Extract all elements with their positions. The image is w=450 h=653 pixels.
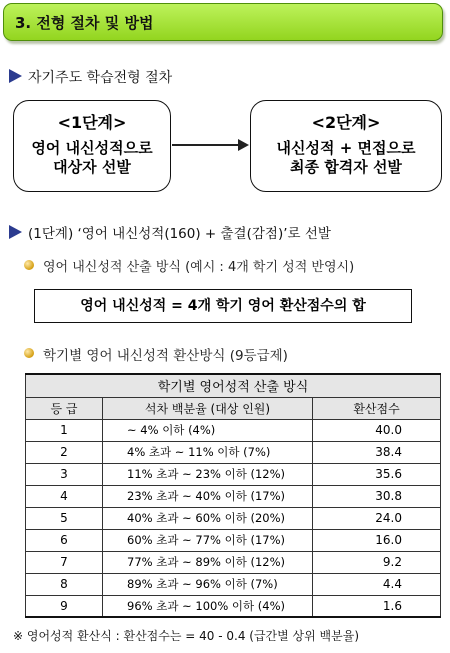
step1-line-2: 대상자 선발 (53, 158, 131, 176)
range-cell: ~ 4% 이하 (4%) (103, 419, 313, 441)
table-row (26, 507, 441, 529)
score-cell: 40.0 (313, 419, 441, 441)
step1-line-1: 영어 내신성적으로 (31, 139, 153, 157)
score-cell: 9.2 (313, 551, 441, 573)
col-header-score: 환산점수 (313, 397, 441, 419)
formula-text: 영어 내신성적 = 4개 학기 영어 환산점수의 합 (80, 298, 366, 314)
table-row (26, 551, 441, 573)
conversion-heading: 학기별 영어 내신성적 환산방식 (9등급제) (43, 348, 288, 364)
footnote: ※ 영어성적 환산식 : 환산점수는 = 40 - 0.4 (급간별 상위 백분율) (13, 629, 359, 643)
formula-box (34, 289, 412, 323)
range-cell: 60% 초과 ~ 77% 이하 (17%) (103, 529, 313, 551)
table-row (26, 595, 441, 617)
table-row (26, 441, 441, 463)
score-cell: 1.6 (313, 595, 441, 617)
col-header-grade: 등 급 (26, 397, 103, 419)
conversion-table (25, 373, 441, 618)
grade-cell: 1 (26, 419, 103, 441)
range-cell: 23% 초과 ~ 40% 이하 (17%) (103, 485, 313, 507)
triangle-bullet-icon (9, 69, 22, 83)
step2-line-2: 최종 합격자 선발 (290, 158, 402, 176)
score-cell: 24.0 (313, 507, 441, 529)
range-cell: 77% 초과 ~ 89% 이하 (12%) (103, 551, 313, 573)
triangle-bullet-icon (9, 225, 22, 239)
section-title-bar (3, 3, 443, 41)
grade-cell: 2 (26, 441, 103, 463)
range-cell: 11% 초과 ~ 23% 이하 (12%) (103, 463, 313, 485)
flow-arrow-line (172, 144, 240, 146)
flow-step-1 (13, 100, 171, 192)
col-header-range: 석차 백분율 (대상 인원) (103, 397, 313, 419)
grade-cell: 6 (26, 529, 103, 551)
score-cell: 4.4 (313, 573, 441, 595)
step2-label: <2단계> (311, 113, 381, 132)
table-row (26, 529, 441, 551)
section-title: 3. 전형 절차 및 방법 (15, 14, 154, 32)
table-row (26, 463, 441, 485)
range-cell: 89% 초과 ~ 96% 이하 (7%) (103, 573, 313, 595)
score-cell: 16.0 (313, 529, 441, 551)
grade-cell: 9 (26, 595, 103, 617)
step2-line-1: 내신성적 + 면접으로 (276, 139, 416, 157)
range-cell: 96% 초과 ~ 100% 이하 (4%) (103, 595, 313, 617)
self-directed-heading: 자기주도 학습전형 절차 (28, 70, 173, 86)
grade-cell: 5 (26, 507, 103, 529)
grade-cell: 3 (26, 463, 103, 485)
grade-cell: 7 (26, 551, 103, 573)
table-row (26, 573, 441, 595)
stage1-heading: (1단계) ‘영어 내신성적(160) + 출결(감점)’로 선발 (28, 226, 331, 242)
range-cell: 40% 초과 ~ 60% 이하 (20%) (103, 507, 313, 529)
table-caption: 학기별 영어성적 산출 방식 (26, 374, 441, 397)
score-cell: 35.6 (313, 463, 441, 485)
table-row (26, 485, 441, 507)
score-cell: 30.8 (313, 485, 441, 507)
round-bullet-icon (24, 260, 34, 270)
grade-cell: 4 (26, 485, 103, 507)
table-row (26, 419, 441, 441)
grade-cell: 8 (26, 573, 103, 595)
flow-step-2 (250, 100, 442, 192)
range-cell: 4% 초과 ~ 11% 이하 (7%) (103, 441, 313, 463)
round-bullet-icon (24, 348, 34, 358)
calc-method-text: 영어 내신성적 산출 방식 (예시 : 4개 학기 성적 반영시) (43, 260, 355, 275)
step1-label: <1단계> (57, 113, 127, 132)
right-arrow-icon (238, 139, 249, 151)
score-cell: 38.4 (313, 441, 441, 463)
